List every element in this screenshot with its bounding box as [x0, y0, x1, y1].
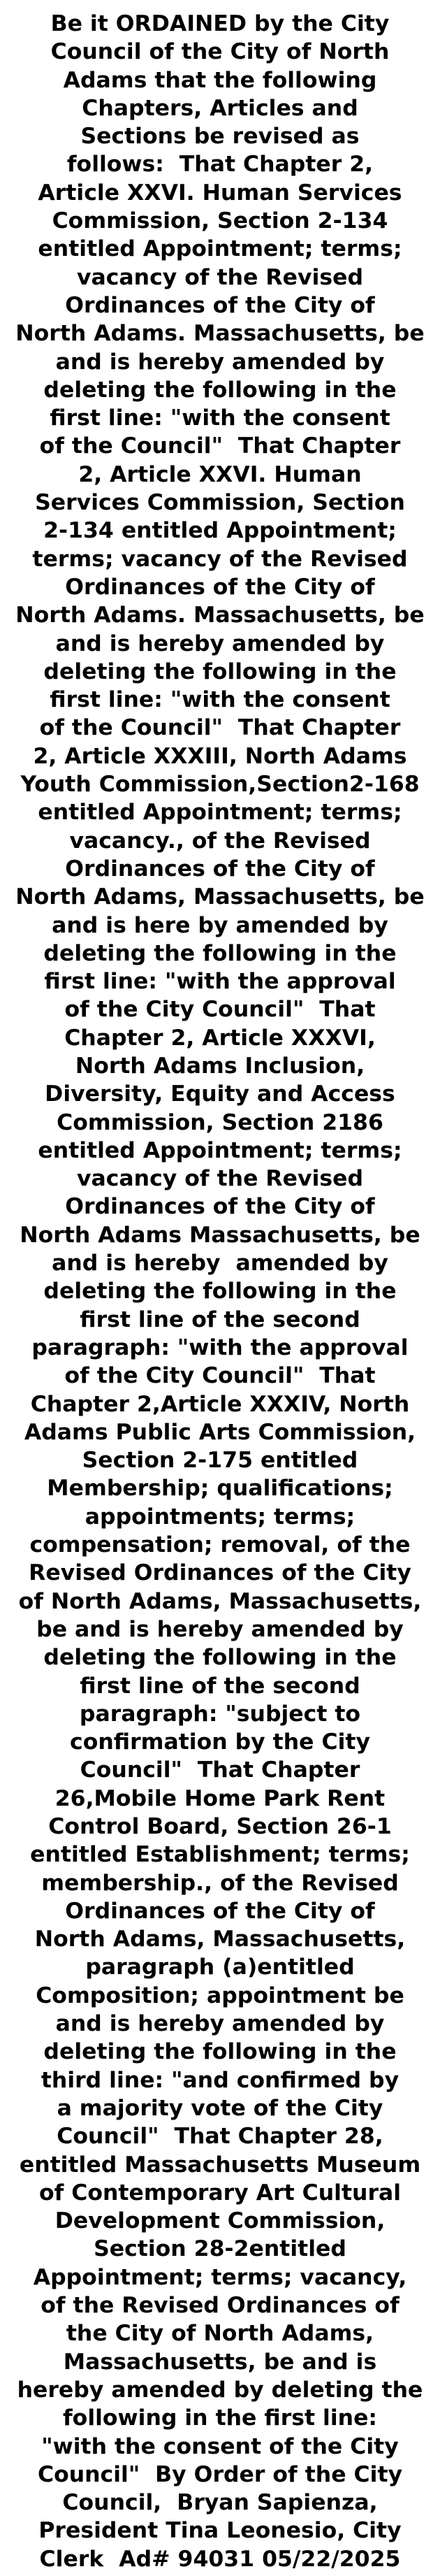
notice-line: entitled Appointment; terms;: [38, 800, 402, 826]
notice-line: 26,Mobile Home Park Rent: [54, 1785, 386, 1811]
notice-line: vacancy., of the Revised: [69, 828, 371, 854]
notice-line: deleting the following in the: [43, 659, 397, 684]
notice-line: Chapter 2,Article XXXIV, North: [30, 1391, 410, 1417]
notice-line: Sections be revised as: [80, 124, 360, 150]
notice-line: Council, Bryan Sapienza,: [62, 2490, 378, 2516]
notice-line: 2-134 entitled Appointment;: [43, 518, 397, 544]
notice-line: deleting the following in the: [43, 1279, 397, 1304]
notice-line: confirmation by the City: [70, 1729, 370, 1755]
notice-line: Diversity, Equity and Access: [45, 1081, 395, 1107]
notice-line: Chapters, Articles and: [82, 95, 358, 121]
notice-line: North Adams. Massachusetts, be: [15, 321, 425, 347]
notice-line: entitled Massachusetts Museum: [19, 2152, 421, 2178]
notice-line: Article XXVI. Human Services: [38, 180, 402, 206]
notice-line: of the Revised Ordinances of: [41, 2293, 399, 2319]
notice-line: Adams that the following: [63, 67, 377, 93]
notice-line: entitled Establishment; terms;: [30, 1842, 410, 1868]
notice-line: "with the consent of the City: [41, 2433, 399, 2459]
notice-line: Ordinances of the City of: [65, 574, 375, 600]
notice-line: Council of the City of North: [50, 39, 390, 65]
notice-line: Control Board, Section 26-1: [48, 1814, 392, 1839]
notice-line: North Adams Massachusetts, be: [20, 1222, 420, 1248]
notice-line: entitled Appointment; terms;: [38, 1137, 402, 1163]
notice-line: vacancy of the Revised: [76, 264, 364, 290]
notice-line: North Adams Inclusion,: [75, 1053, 365, 1079]
notice-line: President Tina Leonesio, City: [38, 2518, 402, 2544]
notice-line: Ordinances of the City of: [65, 292, 375, 318]
notice-line: Ordinances of the City of: [65, 1194, 375, 1220]
notice-line: membership., of the Revised: [41, 1870, 399, 1896]
notice-line: 2, Article XXXIII, North Adams: [33, 743, 407, 769]
notice-line: and is hereby amended by: [55, 349, 385, 375]
notice-line: of North Adams, Massachusetts,: [18, 1588, 422, 1614]
notice-line: hereby amended by deleting the: [17, 2377, 423, 2403]
notice-line: first line of the second: [80, 1673, 360, 1699]
notice-line: deleting the following in the: [43, 2039, 397, 2065]
notice-line: Adams Public Arts Commission,: [24, 1419, 416, 1445]
notice-line: and is hereby amended by: [55, 2011, 385, 2037]
notice-line: of the Council" That Chapter: [39, 715, 401, 741]
notice-line: Council" That Chapter 28,: [57, 2124, 383, 2150]
notice-line: the City of North Adams,: [66, 2321, 374, 2347]
notice-line: following in the first line:: [62, 2405, 378, 2431]
notice-line: paragraph (a)entitled: [85, 1955, 355, 1980]
notice-line: deleting the following in the: [43, 1645, 397, 1671]
notice-line: Clerk Ad# 94031 05/22/2025: [39, 2546, 401, 2572]
notice-line: third line: "and confirmed by: [41, 2067, 399, 2093]
notice-line: North Adams, Massachusetts,: [34, 1927, 406, 1952]
notice-line: Section 28-2entitled: [94, 2236, 346, 2262]
notice-line: be and is hereby amended by: [36, 1616, 404, 1642]
notice-line: and is hereby amended by: [55, 631, 385, 656]
notice-line: Appointment; terms; vacancy,: [33, 2264, 407, 2290]
notice-line: Revised Ordinances of the City: [29, 1560, 411, 1586]
notice-line: first line: "with the consent: [50, 687, 390, 713]
notice-line: Massachusetts, be and is: [63, 2349, 377, 2375]
notice-line: Membership; qualifications;: [47, 1476, 393, 1502]
notice-line: first line of the second: [80, 1307, 360, 1332]
notice-line: first line: "with the approval: [44, 969, 396, 995]
notice-line: and is hereby amended by: [52, 1251, 388, 1276]
notice-line: and is here by amended by: [52, 912, 388, 938]
notice-line: Commission, Section 2-134: [52, 208, 388, 234]
notice-line: Composition; appointment be: [36, 1983, 404, 2008]
notice-line: Development Commission,: [54, 2208, 386, 2234]
notice-line: Section 2-175 entitled: [82, 1448, 358, 1474]
notice-line: of the City Council" That: [64, 997, 376, 1023]
notice-line: Chapter 2, Article XXXVI,: [64, 1025, 376, 1051]
notice-line: Commission, Section 2186: [57, 1109, 383, 1135]
notice-line: North Adams. Massachusetts, be: [15, 603, 425, 628]
notice-line: entitled Appointment; terms;: [38, 236, 402, 262]
notice-line: Ordinances of the City of: [65, 856, 375, 882]
notice-line: vacancy of the Revised: [76, 1166, 364, 1192]
notice-line: first line: "with the consent: [50, 405, 390, 431]
notice-line: deleting the following in the: [43, 940, 397, 966]
notice-line: compensation; removal, of the: [29, 1532, 411, 1558]
notice-line: Council" That Chapter: [80, 1757, 360, 1783]
notice-line: Youth Commission,Section2-168: [20, 772, 420, 798]
notice-line: Be it ORDAINED by the City: [50, 11, 390, 36]
notice-line: a majority vote of the City: [57, 2095, 383, 2121]
notice-line: of the Council" That Chapter: [39, 433, 401, 459]
notice-line: paragraph: "with the approval: [31, 1334, 409, 1360]
notice-line: terms; vacancy of the Revised: [32, 546, 408, 572]
notice-line: of the City Council" That: [64, 1363, 376, 1389]
notice-line: North Adams, Massachusetts, be: [15, 884, 425, 910]
notice-line: Ordinances of the City of: [65, 1898, 375, 1924]
notice-line: deleting the following in the: [43, 377, 397, 403]
notice-line: appointments; terms;: [85, 1504, 355, 1530]
notice-line: Services Commission, Section: [35, 490, 405, 516]
notice-line: of Contemporary Art Cultural: [38, 2180, 402, 2206]
notice-line: Council" By Order of the City: [37, 2461, 403, 2487]
notice-line: follows: That Chapter 2,: [66, 152, 374, 178]
notice-line: 2, Article XXVI. Human: [78, 461, 362, 487]
notice-line: paragraph: "subject to: [79, 1701, 361, 1727]
